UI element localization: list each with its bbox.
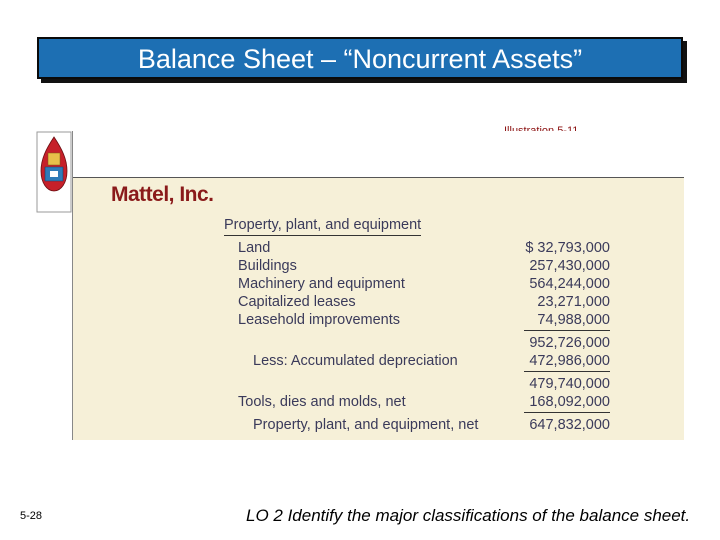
tools-value: 168,092,000	[529, 394, 610, 410]
total-value: 647,832,000	[529, 417, 610, 433]
statement-header-area	[72, 131, 684, 178]
item-label-buildings: Buildings	[238, 258, 297, 274]
item-label-land: Land	[238, 240, 271, 256]
slide-title: Balance Sheet – “Noncurrent Assets”	[37, 37, 683, 79]
total-label: Property, plant, and equipment, net	[253, 417, 479, 433]
item-value-machinery: 564,244,000	[529, 276, 610, 292]
net-rule	[524, 371, 610, 372]
learning-objective: LO 2 Identify the major classifications of the balance sheet.	[246, 506, 691, 525]
mattel-logo-icon	[36, 131, 72, 213]
item-value-buildings: 257,430,000	[529, 258, 610, 274]
tools-label: Tools, dies and molds, net	[238, 394, 406, 410]
item-label-machinery: Machinery and equipment	[238, 276, 405, 292]
item-label-leasehold: Leasehold improvements	[238, 312, 401, 328]
section-heading: Property, plant, and equipment	[224, 217, 422, 233]
item-value-land: $ 32,793,000	[525, 240, 610, 256]
item-value-capitalized-leases: 23,271,000	[537, 294, 610, 310]
item-label-capitalized-leases: Capitalized leases	[238, 294, 356, 310]
statement-divider	[72, 177, 684, 178]
company-name: Mattel, Inc.	[111, 183, 214, 206]
item-value-leasehold: 74,988,000	[537, 312, 610, 328]
less-label: Less: Accumulated depreciation	[253, 353, 458, 369]
heading-underline	[224, 235, 421, 236]
net-before-tools-value: 479,740,000	[529, 376, 610, 392]
page-number: 5-28	[20, 510, 43, 522]
subtotal-value: 952,726,000	[529, 335, 610, 351]
total-rule	[524, 412, 610, 413]
less-value: 472,986,000	[529, 353, 610, 369]
statement-left-border	[72, 131, 73, 440]
subtotal-rule	[524, 330, 610, 331]
